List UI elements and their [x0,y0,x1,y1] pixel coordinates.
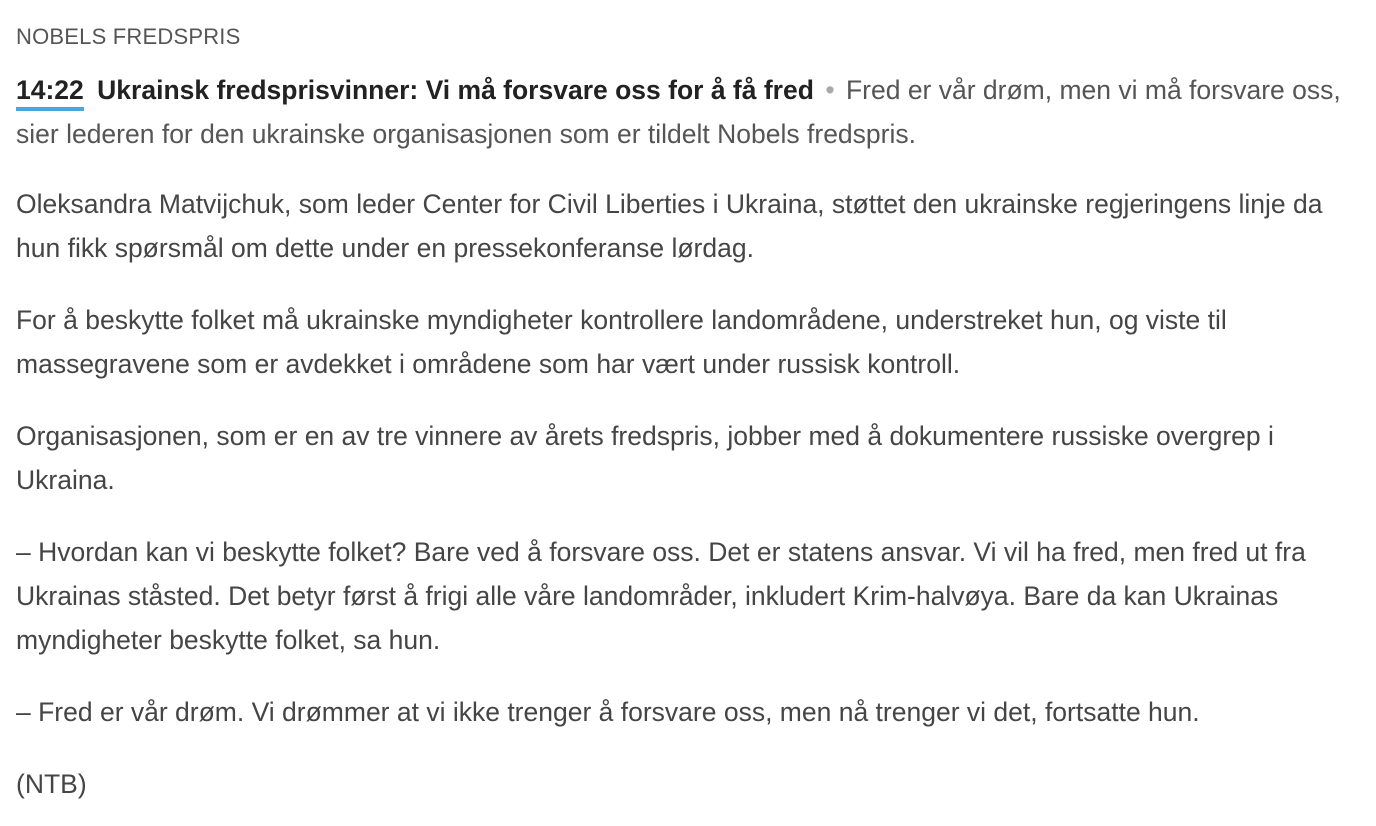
article-lead [16,68,1346,156]
article-paragraph-2: For å beskytte folket må ukrainske myndigheter kontrollere landområdene, understreket hun, og viste til massegravene som er avdekket i områdene som har vært under russisk kontroll. [16,305,1227,379]
article-paragraph-3: Organisasjonen, som er en av tre vinnere av årets fredspris, jobber med å dokumentere russiske overgrep i Ukraina. [16,421,1274,495]
article-headline[interactable]: Ukrainsk fredsprisvinner: Vi må forsvare oss for å få fred [97,75,814,105]
article-source: (NTB) [16,769,87,799]
article-kicker: NOBELS FREDSPRIS [16,24,241,49]
article-timestamp[interactable]: 14:22 [16,75,84,111]
article-paragraph-4: – Hvordan kan vi beskytte folket? Bare ved å forsvare oss. Det er statens ansvar. Vi vil ha fred, men fred ut fra Ukrainas ståsted. Det betyr først å frigi alle våre landområder, inkludert Krim-halvøya. Bare da kan Ukrainas myndigheter beskytte folket, sa hun. [16,537,1306,655]
article-paragraph-1: Oleksandra Matvijchuk, som leder Center for Civil Liberties i Ukraina, støttet den ukrainske regjeringens linje da hun fikk spørsmål om dette under en pressekonferanse lørdag. [16,189,1323,263]
article-paragraph-5: – Fred er vår drøm. Vi drømmer at vi ikke trenger å forsvare oss, men nå trenger vi det, fortsatte hun. [16,697,1200,727]
headline-separator: • [825,75,835,105]
article-summary: Fred er vår drøm, men vi må forsvare oss, sier lederen for den ukrainske organisasjonen som er tildelt Nobels fredspris. [16,75,1341,149]
